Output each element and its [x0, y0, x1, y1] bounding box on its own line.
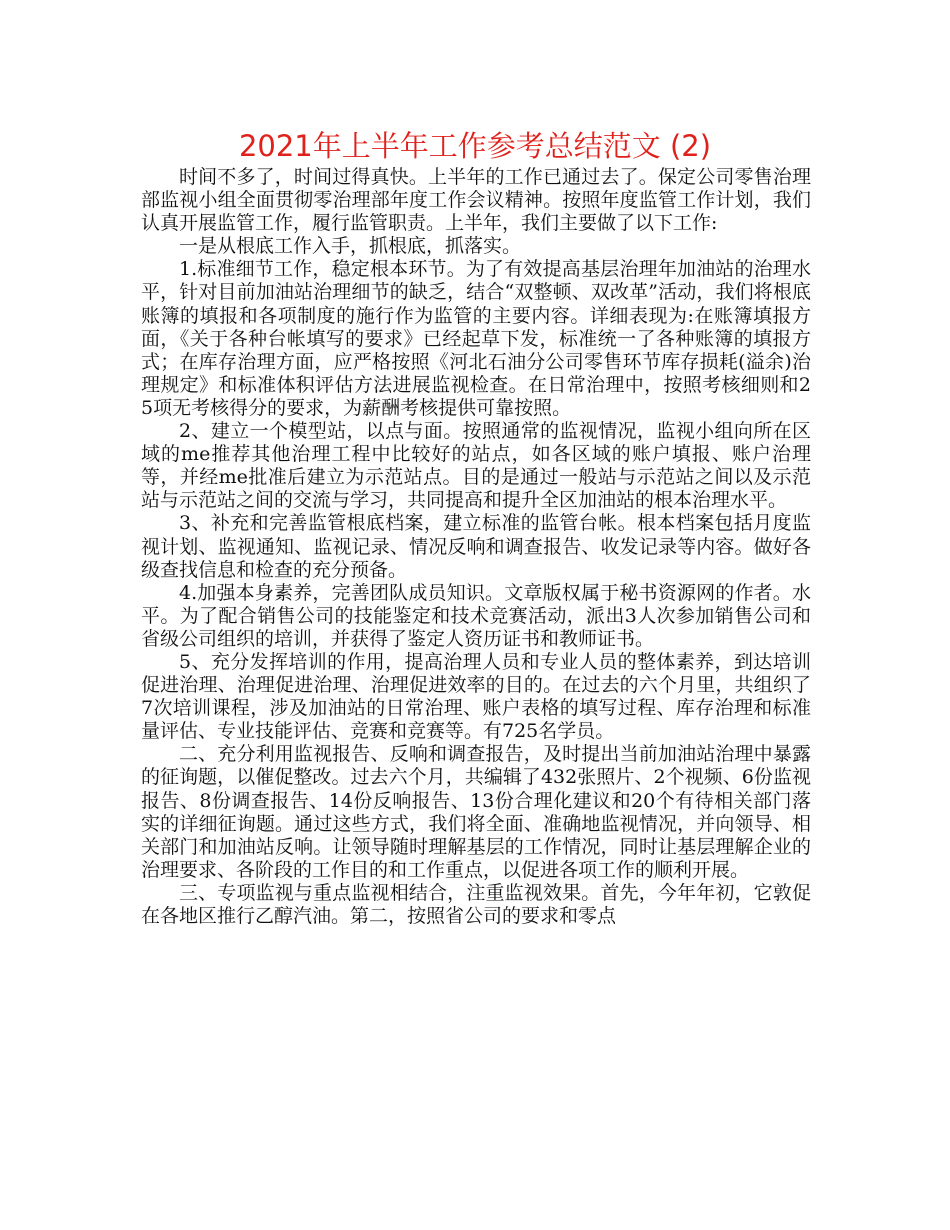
paragraph-section-two: 二、充分利用监视报告、反响和调查报告，及时提出当前加油站治理中暴露的征询题，以催促整改。过去六个月，共编辑了432张照片、2个视频、6份监视报告、8份调查报告、14份反响报告、13份合理化建议和20个有待相关部门落实的详细征询题。通过这些方式，我们将全面、准确地监视情况，并向领导、相关部门和加油站反响。让领导随时理解基层的工作情况，同时让基层理解企业的治理要求、各阶段的工作目的和工作重点，以促进各项工作的顺利开展。	[141, 743, 811, 881]
paragraph-item-1: 1.标准细节工作，稳定根本环节。为了有效提高基层治理年加油站的治理水平，针对目前加油站治理细节的缺乏，结合“双整顿、双改革”活动，我们将根底账簿的填报和各项制度的施行作为监管的主要内容。详细表现为:在账簿填报方面，《关于各种台帐填写的要求》已经起草下发，标准统一了各种账簿的填报方式；在库存治理方面，应严格按照《河北石油分公司零售环节库存损耗(溢余)治理规定》和标准体积评估方法进展监视检查。在日常治理中，按照考核细则和25项无考核得分的要求，为薪酬考核提供可靠按照。	[141, 258, 811, 419]
document-title: 2021年上半年工作参考总结范文 (2)	[238, 129, 712, 163]
paragraph-intro: 时间不多了，时间过得真快。上半年的工作已通过去了。保定公司零售治理部监视小组全面贯彻零治理部年度工作会议精神。按照年度监管工作计划，我们认真开展监管工作，履行监管职责。上半年，我们主要做了以下工作:	[141, 166, 811, 235]
paragraph-item-2: 2、建立一个模型站，以点与面。按照通常的监视情况，监视小组向所在区域的me推荐其他治理工程中比较好的站点，如各区域的账户填报、账户治理等，并经me批准后建立为示范站点。目的是通过一般站与示范站之间以及示范站与示范站之间的交流与学习，共同提高和提升全区加油站的根本治理水平。	[141, 420, 811, 512]
paragraph-section-one: 一是从根底工作入手，抓根底，抓落实。	[179, 235, 522, 258]
paragraph-section-three: 三、专项监视与重点监视相结合，注重监视效果。首先，今年年初，它敦促在各地区推行乙醇汽油。第二，按照省公司的要求和零点	[141, 881, 811, 927]
paragraph-item-3: 3、补充和完善监管根底档案，建立标准的监管台帐。根本档案包括月度监视计划、监视通知、监视记录、情况反响和调查报告、收发记录等内容。做好各级查找信息和检查的充分预备。	[141, 512, 811, 581]
paragraph-item-5: 5、充分发挥培训的作用，提高治理人员和专业人员的整体素养，到达培训促进治理、治理促进治理、治理促进效率的目的。在过去的六个月里，共组织了7次培训课程，涉及加油站的日常治理、账户表格的填写过程、库存治理和标准量评估、专业技能评估、竞赛和竞赛等。有725名学员。	[141, 650, 811, 743]
document-body	[141, 166, 811, 928]
paragraph-item-4: 4.加强本身素养，完善团队成员知识。文章版权属于秘书资源网的作者。水平。为了配合销售公司的技能鉴定和技术竞赛活动，派出3人次参加销售公司和省级公司组织的培训，并获得了鉴定人资历证书和教师证书。	[141, 581, 811, 650]
